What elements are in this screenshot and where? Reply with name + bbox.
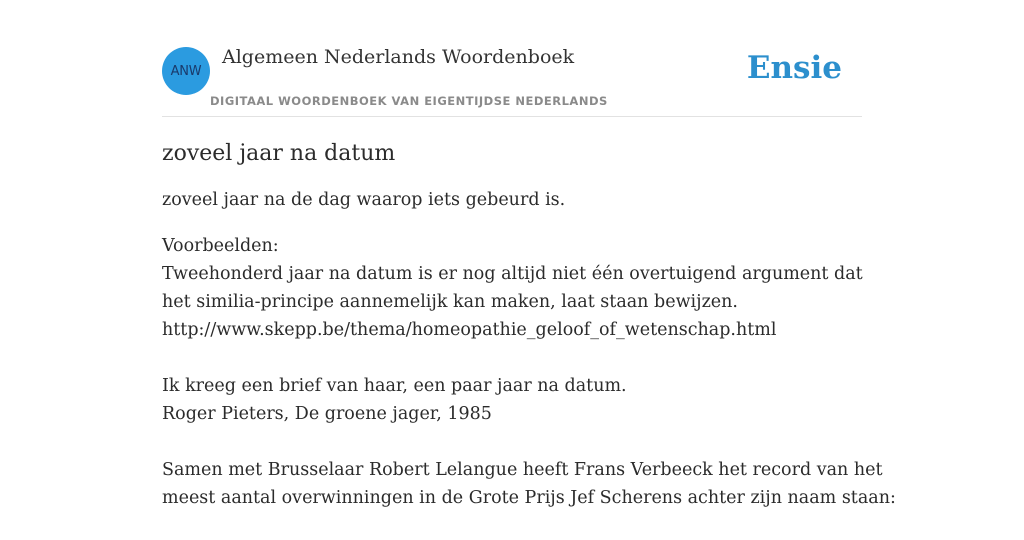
examples-label: Voorbeelden: xyxy=(162,236,279,256)
example-line: Ik kreeg een brief van haar, een paar jaar na datum. xyxy=(162,376,627,396)
example-3 xyxy=(162,456,896,512)
entry-definition: zoveel jaar na de dag waarop iets gebeurd is. xyxy=(162,190,566,210)
site-title[interactable]: Algemeen Nederlands Woordenboek xyxy=(222,46,575,68)
example-1 xyxy=(162,260,872,344)
entry-content xyxy=(162,138,896,540)
example-line: Tweehonderd jaar na datum is er nog altijd niet één overtuigend argument dat xyxy=(162,264,863,284)
example-line: Samen met Brusselaar Robert Lelangue heeft Frans Verbeeck het record van het xyxy=(162,460,883,480)
logo-text: ANW xyxy=(170,63,202,79)
site-header xyxy=(162,40,862,117)
example-line: het similia-principe aannemelijk kan maken, laat staan bewijzen. xyxy=(162,292,738,312)
ensie-brand-logo[interactable]: Ensie xyxy=(746,50,842,86)
site-subtitle: DIGITAAL WOORDENBOEK VAN EIGENTIJDSE NEDERLANDS xyxy=(210,94,608,108)
entry-term: zoveel jaar na datum xyxy=(162,141,396,166)
example-line: meest aantal overwinningen in de Grote Prijs Jef Scherens achter zijn naam staan: xyxy=(162,488,896,508)
example-source: Roger Pieters, De groene jager, 1985 xyxy=(162,404,492,424)
example-source: http://www.skepp.be/thema/homeopathie_geloof_of_wetenschap.html xyxy=(162,320,777,340)
anw-logo[interactable] xyxy=(162,47,210,95)
examples-section xyxy=(162,232,896,512)
example-2 xyxy=(162,372,872,428)
